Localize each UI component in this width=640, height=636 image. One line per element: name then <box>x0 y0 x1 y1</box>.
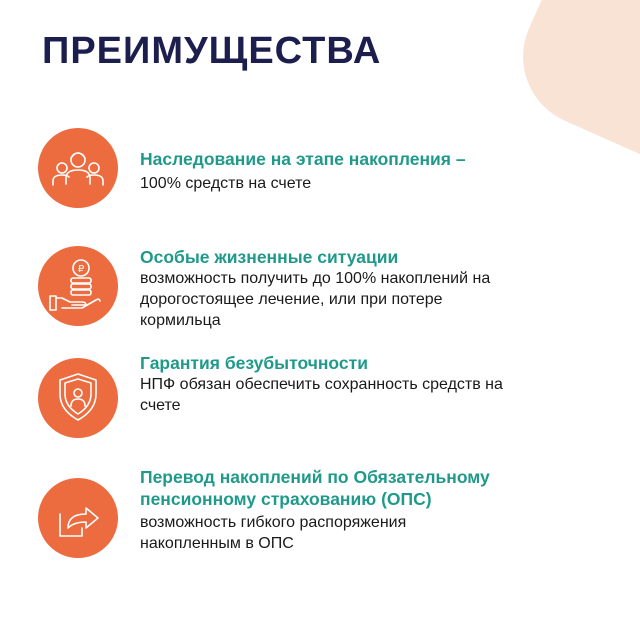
item-desc: возможность гибкого распоряжения накопленным в ОПС <box>140 514 407 552</box>
item-desc: НПФ обязан обеспечить сохранность средств на счете <box>140 376 503 414</box>
transfer-arrow-icon <box>38 478 118 558</box>
item-title: Перевод накоплений по Обязательному пенсионному страхованию (ОПС) <box>140 467 490 509</box>
family-icon <box>38 128 118 208</box>
coins-hand-icon <box>38 246 118 326</box>
page-title: ПРЕИМУЩЕСТВА <box>42 30 382 72</box>
item-ops-transfer <box>140 466 560 554</box>
item-desc: 100% средств на счете <box>140 175 312 192</box>
item-no-loss-guarantee <box>140 352 560 416</box>
shield-person-icon <box>38 358 118 438</box>
item-title: Наследование на этапе накопления – <box>140 149 466 169</box>
svg-text:₽: ₽ <box>77 264 85 275</box>
item-desc: возможность получить до 100% накоплений на дорогостоящее лечение, или при потере кормильца <box>140 270 491 329</box>
item-special-situations <box>140 246 560 331</box>
item-inheritance <box>140 148 560 194</box>
item-title: Особые жизненные ситуации <box>140 247 399 267</box>
item-title: Гарантия безубыточности <box>140 353 368 373</box>
